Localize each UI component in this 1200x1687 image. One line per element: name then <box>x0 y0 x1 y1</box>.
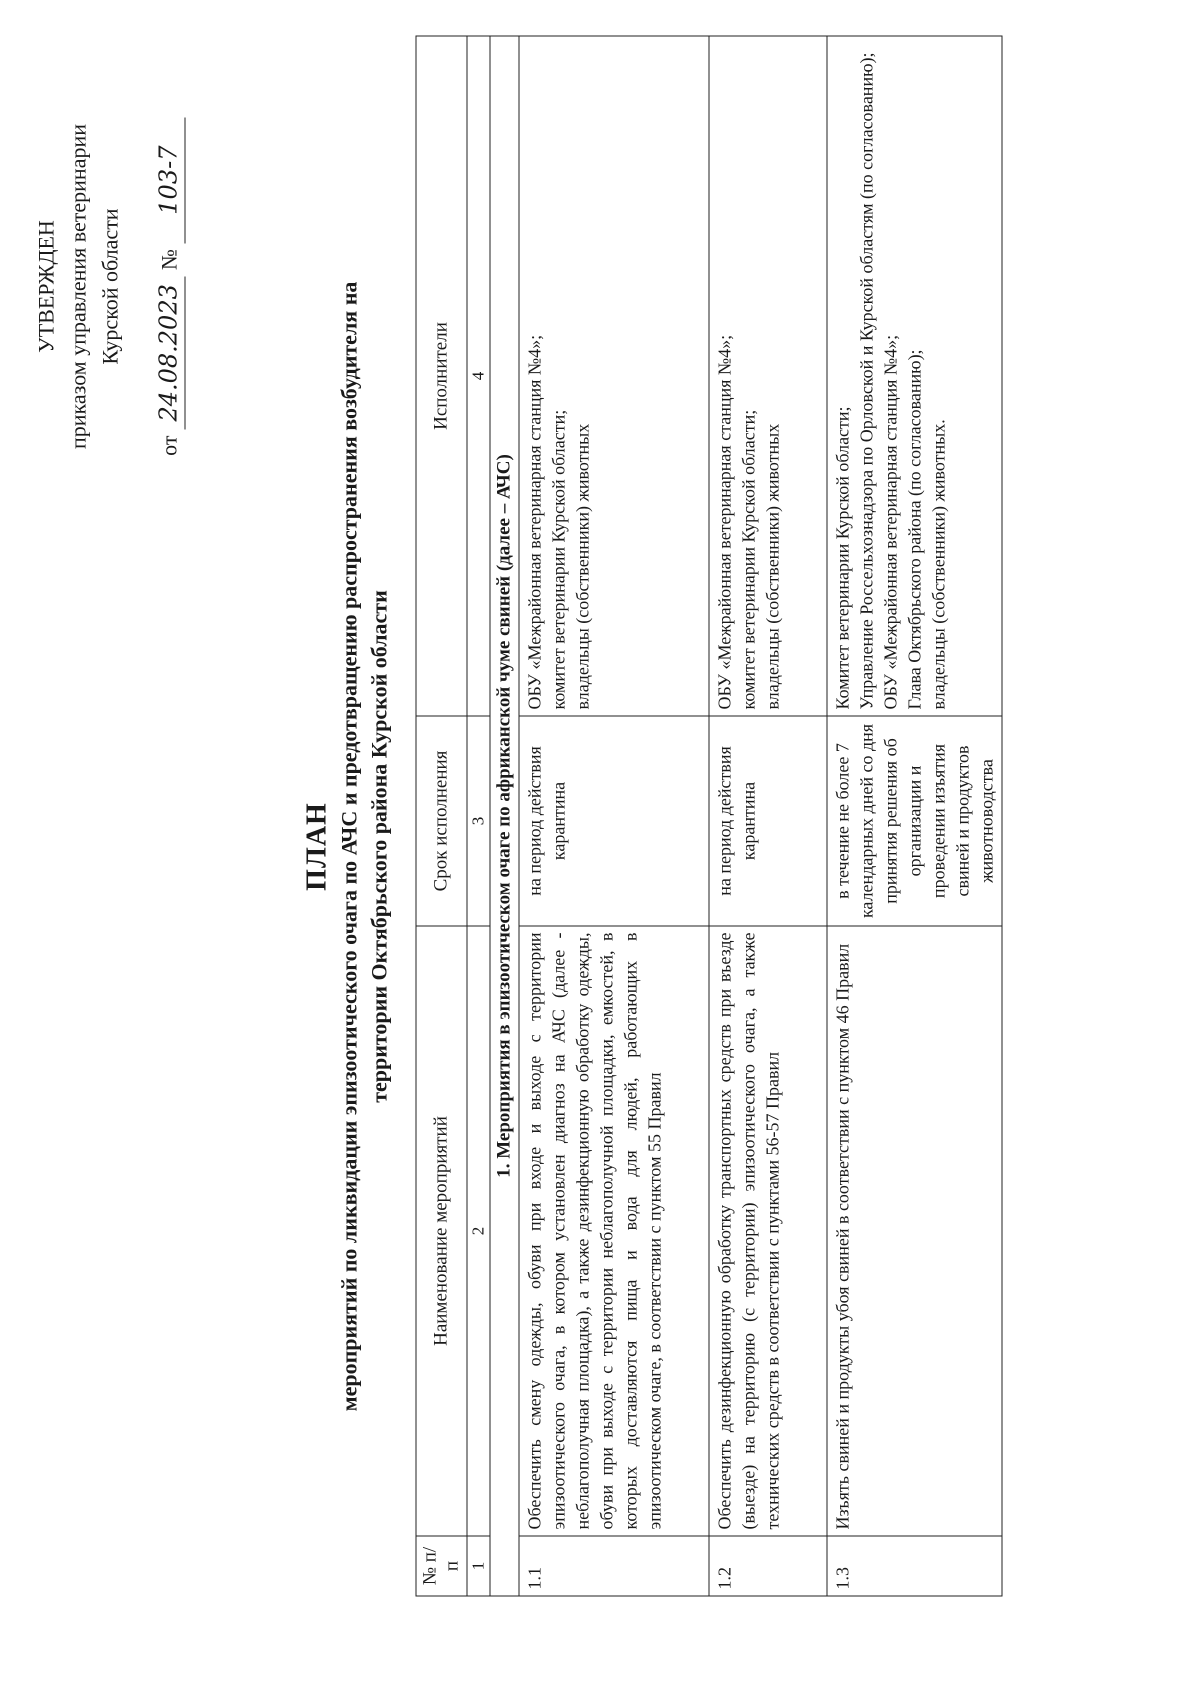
row-executors <box>827 36 1002 716</box>
table-row <box>709 36 827 1596</box>
executor-item: владельцы (собственники) животных <box>572 423 593 710</box>
row-term: на период действия карантина <box>709 716 827 926</box>
row-executors <box>709 36 827 716</box>
col-number-3: 3 <box>467 716 490 926</box>
header-no: № п/п <box>416 1536 467 1596</box>
executor-item: Управление Россельхознадзора по Орловской и Курской областям (по согласованию); <box>856 52 877 710</box>
approval-order-line: приказом управления ветеринарии <box>65 123 91 450</box>
col-number-1: 1 <box>467 1536 490 1596</box>
header-term: Срок исполнения <box>416 716 467 926</box>
row-executors <box>519 36 709 716</box>
executor-item: ОБУ «Межрайонная ветеринарная станция №4»; <box>714 334 735 710</box>
col-number-4: 4 <box>467 36 490 716</box>
row-number: 1.1 <box>519 1536 709 1596</box>
column-number-row <box>467 36 490 1596</box>
approval-region-line: Курской области <box>97 208 123 365</box>
plan-title <box>301 47 395 1647</box>
executor-item: комитет ветеринарии Курской области; <box>738 409 759 710</box>
plan-subtitle-line2: территории Октябрьского района Курской области <box>366 590 392 1103</box>
approval-date: 24.08.2023 <box>153 276 186 429</box>
from-label: от <box>156 435 182 456</box>
col-number-2: 2 <box>467 926 490 1536</box>
approval-stamp <box>31 47 186 527</box>
approval-number: 103-7 <box>153 117 186 243</box>
row-number: 1.2 <box>709 1536 827 1596</box>
row-activity: Обеспечить смену одежды, обуви при входе и выходе с территории эпизоотического очага, в котором установлен диагноз на АЧС (далее - неблагополучная площадка), а также дезинфекционную обработку одежды, обуви при выходе с территории неблагополучной площадки, емкостей, в которых доставляются пища и вода для людей, работающих в эпизоотическом очаге, в соответствии с пунктом 55 Правил <box>519 926 709 1536</box>
approval-date-number <box>153 47 186 527</box>
section-row <box>490 36 519 1596</box>
document-sheet <box>1 0 1200 1687</box>
executor-item: комитет ветеринарии Курской области; <box>548 409 569 710</box>
executor-item: ОБУ «Межрайонная ветеринарная станция №4»; <box>880 334 901 710</box>
number-label: № <box>156 249 182 271</box>
table-header-row <box>416 36 467 1596</box>
table-row <box>827 36 1002 1596</box>
row-term: на период действия карантина <box>519 716 709 926</box>
executor-item: ОБУ «Межрайонная ветеринарная станция №4»; <box>524 334 545 710</box>
row-number: 1.3 <box>827 1536 1002 1596</box>
table-row <box>519 36 709 1596</box>
executor-item: владельцы (собственники) животных. <box>928 419 949 710</box>
header-activity: Наименование мероприятий <box>416 926 467 1536</box>
executor-item: Глава Октябрьского района (по согласованию); <box>904 349 925 710</box>
row-term: в течение не более 7 календарных дней со дня принятия решения об организации и проведении изъятия свиней и продуктов животноводства <box>827 716 1002 926</box>
header-executors: Исполнители <box>416 36 467 716</box>
section-title: 1. Мероприятия в эпизоотическом очаге по африканской чуме свиней (далее – АЧС) <box>490 36 519 1596</box>
plan-subtitle-line1: мероприятий по ликвидации эпизоотического очага по АЧС и предотвращению распространения возбудителя на <box>336 281 362 1412</box>
row-activity: Изъять свиней и продукты убоя свиней в соответствии с пунктом 46 Правил <box>827 926 1002 1536</box>
executor-item: Комитет ветеринарии Курской области; <box>832 406 853 710</box>
plan-table <box>416 36 1003 1597</box>
plan-heading: ПЛАН <box>301 802 333 891</box>
row-activity: Обеспечить дезинфекционную обработку транспортных средств при въезде (выезде) на территорию (с территории) эпизоотического очага, а также технических средств в соответствии с пунктами 56-57 Правил <box>709 926 827 1536</box>
approval-heading: УТВЕРЖДЕН <box>33 220 59 353</box>
executor-item: владельцы (собственники) животных <box>762 423 783 710</box>
